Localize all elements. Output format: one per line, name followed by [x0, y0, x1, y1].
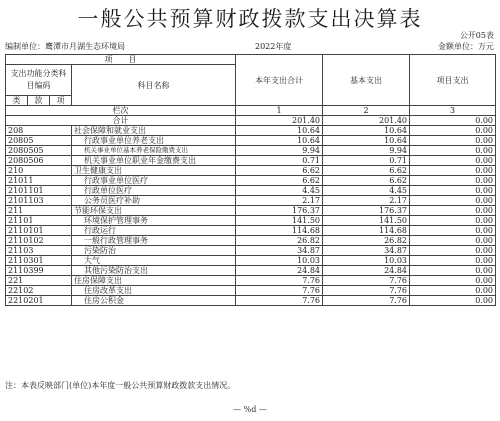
row-project: 0.00: [410, 176, 496, 186]
row-basic: 34.87: [323, 246, 410, 256]
total-project: 0.00: [410, 116, 496, 126]
row-basic: 141.50: [323, 216, 410, 226]
row-project: 0.00: [410, 186, 496, 196]
column-index-3: 3: [410, 106, 496, 116]
row-total: 34.87: [236, 246, 323, 256]
table-note: 注：本表反映部门(单位)本年度一般公共预算财政拨款支出情况。: [5, 381, 236, 390]
row-code: 20805: [6, 136, 72, 146]
table-row: [6, 236, 496, 246]
table-row: [6, 266, 496, 276]
row-name: 大气: [72, 256, 236, 266]
total-label: 合计: [6, 116, 236, 126]
row-name: 行政事业单位养老支出: [72, 136, 236, 146]
row-code: 2080506: [6, 156, 72, 166]
row-project: 0.00: [410, 136, 496, 146]
row-code: 2110301: [6, 256, 72, 266]
row-name: 一般行政管理事务: [72, 236, 236, 246]
row-code: 21101: [6, 216, 72, 226]
row-total: 7.76: [236, 276, 323, 286]
row-basic: 7.76: [323, 296, 410, 306]
column-index-1: 1: [236, 106, 323, 116]
table-row: [6, 276, 496, 286]
row-total: 176.37: [236, 206, 323, 216]
row-code: 211: [6, 206, 72, 216]
row-project: 0.00: [410, 296, 496, 306]
row-total: 7.76: [236, 296, 323, 306]
row-project: 0.00: [410, 146, 496, 156]
row-total: 9.94: [236, 146, 323, 156]
compiling-unit: 编制单位：鹰潭市月湖生态环境局: [5, 42, 125, 51]
row-project: 0.00: [410, 266, 496, 276]
col-basic-header: 基本支出: [323, 55, 410, 106]
row-code: 210: [6, 166, 72, 176]
row-project: 0.00: [410, 256, 496, 266]
row-basic: 7.76: [323, 286, 410, 296]
row-name: 环境保护管理事务: [72, 216, 236, 226]
column-index-label: 栏次: [6, 106, 236, 116]
row-project: 0.00: [410, 126, 496, 136]
row-total: 6.62: [236, 166, 323, 176]
page-footer: — %d —: [233, 405, 267, 414]
row-name: 机关事业单位基本养老保险缴费支出: [72, 146, 236, 156]
row-project: 0.00: [410, 236, 496, 246]
row-project: 0.00: [410, 226, 496, 236]
row-total: 2.17: [236, 196, 323, 206]
row-basic: 10.03: [323, 256, 410, 266]
col-project-header: 项目支出: [410, 55, 496, 106]
table-row: [6, 126, 496, 136]
row-total: 141.50: [236, 216, 323, 226]
table-row: [6, 206, 496, 216]
row-name: 节能环保支出: [72, 206, 236, 216]
table-row: [6, 286, 496, 296]
lei-header: 类: [6, 96, 28, 106]
row-total: 10.64: [236, 126, 323, 136]
total-row: [6, 116, 496, 126]
row-code: 2210201: [6, 296, 72, 306]
row-basic: 0.71: [323, 156, 410, 166]
table-row: [6, 196, 496, 206]
report-meta: [5, 41, 494, 51]
row-name: 社会保障和就业支出: [72, 126, 236, 136]
row-code: 2110399: [6, 266, 72, 276]
report-year: 2022年度: [255, 42, 292, 51]
row-basic: 176.37: [323, 206, 410, 216]
row-basic: 10.64: [323, 136, 410, 146]
table-row: [6, 166, 496, 176]
table-row: [6, 246, 496, 256]
row-name: 污染防治: [72, 246, 236, 256]
row-total: 4.45: [236, 186, 323, 196]
row-name: 住房公积金: [72, 296, 236, 306]
row-basic: 26.82: [323, 236, 410, 246]
row-name: 住房保障支出: [72, 276, 236, 286]
row-total: 26.82: [236, 236, 323, 246]
expenditure-table: [5, 54, 496, 306]
row-basic: 9.94: [323, 146, 410, 156]
row-basic: 6.62: [323, 166, 410, 176]
row-code: 2101101: [6, 186, 72, 196]
row-code: 2101103: [6, 196, 72, 206]
row-total: 24.84: [236, 266, 323, 276]
row-name: 卫生健康支出: [72, 166, 236, 176]
row-name: 公务员医疗补助: [72, 196, 236, 206]
row-project: 0.00: [410, 196, 496, 206]
row-code: 2110102: [6, 236, 72, 246]
row-name: 行政事业单位医疗: [72, 176, 236, 186]
row-total: 10.03: [236, 256, 323, 266]
row-basic: 7.76: [323, 276, 410, 286]
table-row: [6, 156, 496, 166]
row-basic: 24.84: [323, 266, 410, 276]
row-basic: 10.64: [323, 126, 410, 136]
row-project: 0.00: [410, 246, 496, 256]
report-title: 一般公共预算财政拨款支出决算表: [77, 7, 423, 31]
total-basic: 201.40: [323, 116, 410, 126]
row-code: 2110101: [6, 226, 72, 236]
row-name: 机关事业单位职业年金缴费支出: [72, 156, 236, 166]
name-label-header: 科目名称: [72, 65, 236, 106]
row-code: 21011: [6, 176, 72, 186]
table-row: [6, 256, 496, 266]
row-code: 221: [6, 276, 72, 286]
row-name: 住房改革支出: [72, 286, 236, 296]
row-total: 7.76: [236, 286, 323, 296]
xiang-header: 项: [50, 96, 72, 106]
row-project: 0.00: [410, 286, 496, 296]
project-header: 项 目: [6, 55, 236, 65]
col-total-header: 本年支出合计: [236, 55, 323, 106]
row-basic: 114.68: [323, 226, 410, 236]
row-project: 0.00: [410, 156, 496, 166]
row-code: 2080505: [6, 146, 72, 156]
row-name: 其他污染防治支出: [72, 266, 236, 276]
code-label-header: 支出功能分类科目编码: [6, 65, 72, 96]
row-project: 0.00: [410, 206, 496, 216]
row-project: 0.00: [410, 166, 496, 176]
kuan-header: 款: [28, 96, 50, 106]
form-number: 公开05表: [459, 31, 494, 40]
money-unit: 金额单位：万元: [438, 42, 494, 51]
row-project: 0.00: [410, 216, 496, 226]
row-code: 21103: [6, 246, 72, 256]
row-code: 22102: [6, 286, 72, 296]
table-row: [6, 186, 496, 196]
total-amount: 201.40: [236, 116, 323, 126]
row-basic: 2.17: [323, 196, 410, 206]
table-row: [6, 146, 496, 156]
row-total: 0.71: [236, 156, 323, 166]
table-row: [6, 176, 496, 186]
row-name: 行政运行: [72, 226, 236, 236]
table-row: [6, 136, 496, 146]
row-basic: 4.45: [323, 186, 410, 196]
table-row: [6, 216, 496, 226]
row-basic: 6.62: [323, 176, 410, 186]
row-total: 10.64: [236, 136, 323, 146]
table-row: [6, 296, 496, 306]
row-code: 208: [6, 126, 72, 136]
row-total: 6.62: [236, 176, 323, 186]
row-total: 114.68: [236, 226, 323, 236]
column-index-2: 2: [323, 106, 410, 116]
table-row: [6, 226, 496, 236]
row-name: 行政单位医疗: [72, 186, 236, 196]
row-project: 0.00: [410, 276, 496, 286]
